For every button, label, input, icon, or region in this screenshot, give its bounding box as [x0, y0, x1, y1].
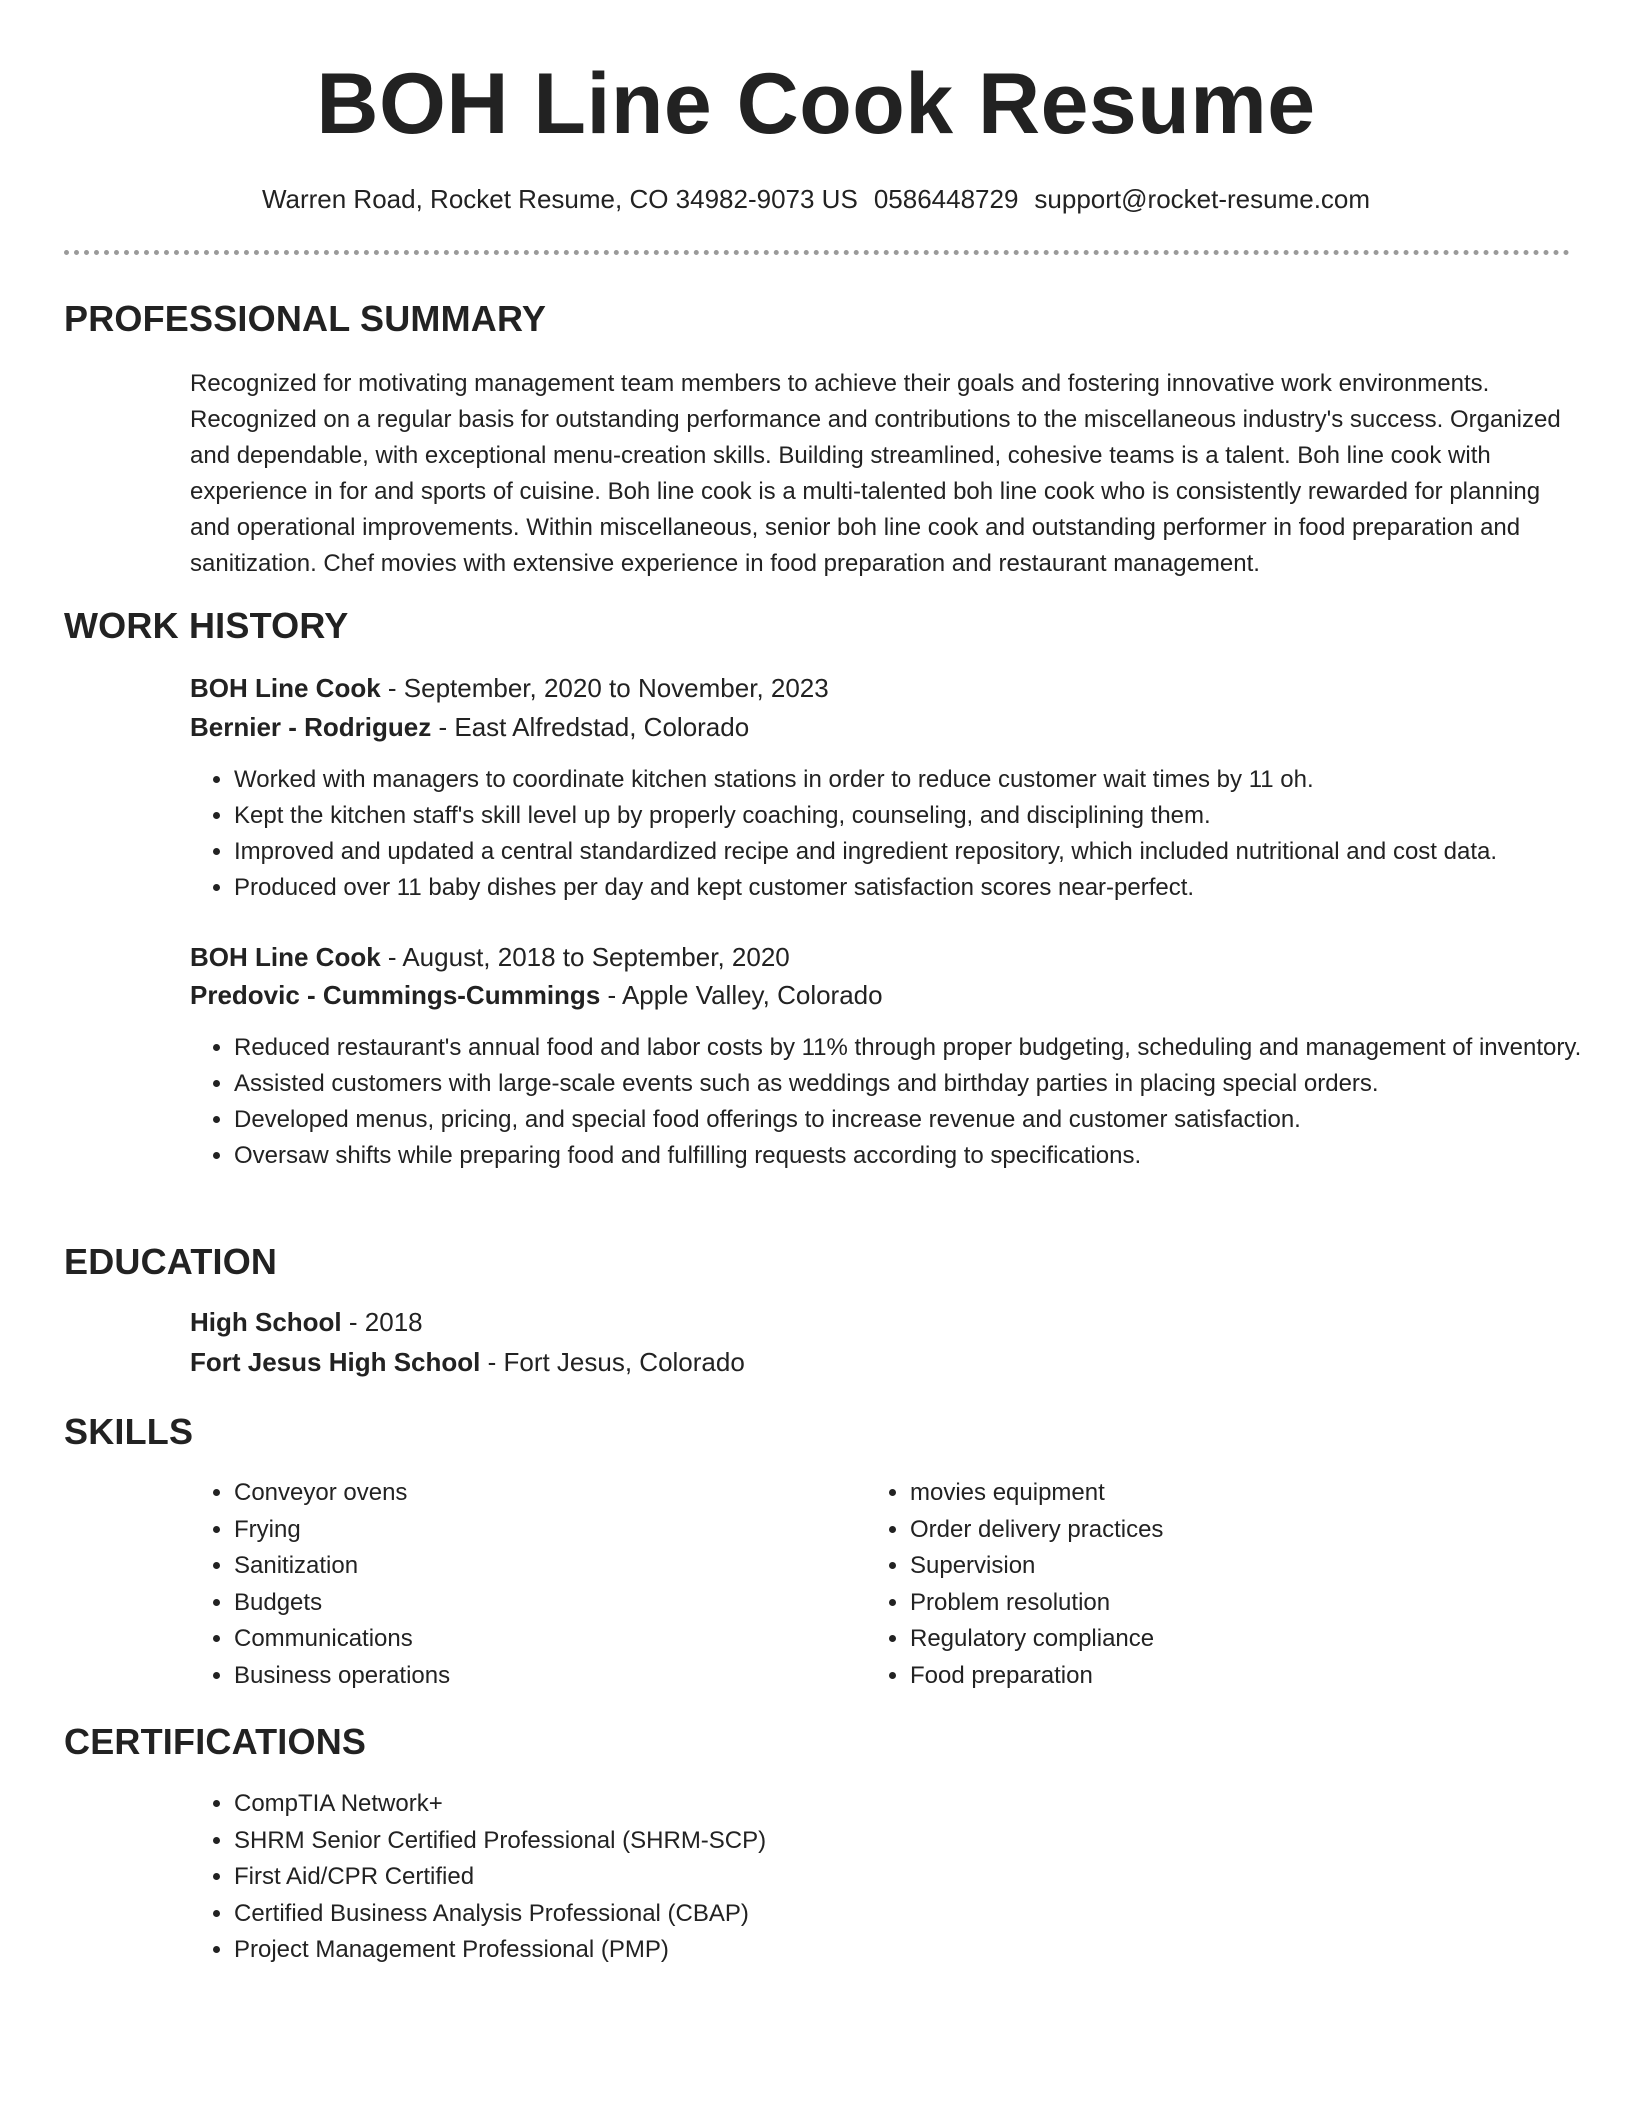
skill-item: • Conveyor ovens	[234, 1475, 854, 1512]
education-year: - 2018	[341, 1307, 423, 1337]
education-degree: High School	[190, 1307, 342, 1337]
work-history-heading: WORK HISTORY	[64, 605, 349, 646]
job-1-title: BOH Line Cook	[190, 673, 381, 703]
skills-left-column	[190, 1475, 854, 1694]
job-2-title: BOH Line Cook	[190, 942, 381, 972]
contact-email: support@rocket-resume.com	[1034, 184, 1371, 214]
list-item: • Kept the kitchen staff's skill level up by properly coaching, counseling, and disciplining them.	[234, 798, 1624, 834]
education-degree-line	[190, 1305, 423, 1339]
certification-item: • Certified Business Analysis Professional (CBAP)	[234, 1896, 1434, 1933]
job-1-dates: - September, 2020 to November, 2023	[380, 673, 829, 703]
contact-line	[0, 182, 1632, 216]
list-item: • Assisted customers with large-scale events such as weddings and birthday parties in placing special orders.	[234, 1066, 1624, 1102]
job-2-company: Predovic - Cummings-Cummings	[190, 980, 601, 1010]
job-1-title-line	[190, 671, 829, 705]
list-item: • Worked with managers to coordinate kitchen stations in order to reduce customer wait times by 11 oh.	[234, 762, 1624, 798]
job-2-dates: - August, 2018 to September, 2020	[380, 942, 790, 972]
header-divider	[64, 250, 1570, 255]
job-1-company: Bernier - Rodriguez	[190, 712, 432, 742]
list-item: • Produced over 11 baby dishes per day and kept customer satisfaction scores near-perfect.	[234, 870, 1624, 906]
certification-item: • Project Management Professional (PMP)	[234, 1932, 1434, 1969]
certification-item: • First Aid/CPR Certified	[234, 1859, 1434, 1896]
education-school: Fort Jesus High School	[190, 1347, 481, 1377]
skills-right-column	[866, 1475, 1610, 1694]
certification-item: • SHRM Senior Certified Professional (SHRM-SCP)	[234, 1823, 1434, 1860]
job-2-location: - Apple Valley, Colorado	[600, 980, 883, 1010]
certification-item: • CompTIA Network+	[234, 1786, 1434, 1823]
education-location: - Fort Jesus, Colorado	[480, 1347, 745, 1377]
skill-item: • Food preparation	[910, 1658, 1610, 1695]
job-2-company-line	[190, 978, 883, 1012]
skill-item: • Regulatory compliance	[910, 1621, 1610, 1658]
skill-item: • Budgets	[234, 1585, 854, 1622]
skill-item: • Sanitization	[234, 1548, 854, 1585]
certifications-heading: CERTIFICATIONS	[64, 1721, 367, 1762]
job-1-location: - East Alfredstad, Colorado	[431, 712, 750, 742]
education-heading: EDUCATION	[64, 1241, 278, 1282]
list-item: • Reduced restaurant's annual food and labor costs by 11% through proper budgeting, scheduling and management of inventory.	[234, 1030, 1624, 1066]
resume-title: BOH Line Cook Resume	[316, 56, 1316, 152]
certifications-list	[190, 1786, 1434, 1969]
skill-item: • Supervision	[910, 1548, 1610, 1585]
skill-item: • movies equipment	[910, 1475, 1610, 1512]
skill-item: • Problem resolution	[910, 1585, 1610, 1622]
job-2-title-line	[190, 940, 790, 974]
summary-heading: PROFESSIONAL SUMMARY	[64, 298, 547, 339]
summary-text: Recognized for motivating management team members to achieve their goals and fostering innovative work environments. Recognized on a regular basis for outstanding performance and contributions to the miscellaneous industry's success. Organized and dependable, with exceptional menu-creation skills. Building streamlined, cohesive teams is a talent. Boh line cook with experience in for and sports of cuisine. Boh line cook is a multi-talented boh line cook who is consistently rewarded for planning and operational improvements. Within miscellaneous, senior boh line cook and outstanding performer in food preparation and sanitization. Chef movies with extensive experience in food preparation and restaurant management.	[190, 370, 1561, 577]
list-item: • Developed menus, pricing, and special food offerings to increase revenue and customer satisfaction.	[234, 1102, 1624, 1138]
list-item: • Improved and updated a central standardized recipe and ingredient repository, which included nutritional and cost data.	[234, 834, 1624, 870]
job-1-bullets	[190, 762, 1624, 906]
education-school-line	[190, 1345, 745, 1379]
skill-item: • Business operations	[234, 1658, 854, 1695]
skill-item: • Communications	[234, 1621, 854, 1658]
job-1-company-line	[190, 710, 749, 744]
job-2-bullets	[190, 1030, 1624, 1174]
skills-heading: SKILLS	[64, 1411, 194, 1452]
skill-item: • Frying	[234, 1512, 854, 1549]
contact-address: Warren Road, Rocket Resume, CO 34982-9073 US	[261, 184, 858, 214]
list-item: • Oversaw shifts while preparing food and fulfilling requests according to specifications.	[234, 1138, 1624, 1174]
skill-item: • Order delivery practices	[910, 1512, 1610, 1549]
contact-phone: 0586448729	[873, 184, 1019, 214]
